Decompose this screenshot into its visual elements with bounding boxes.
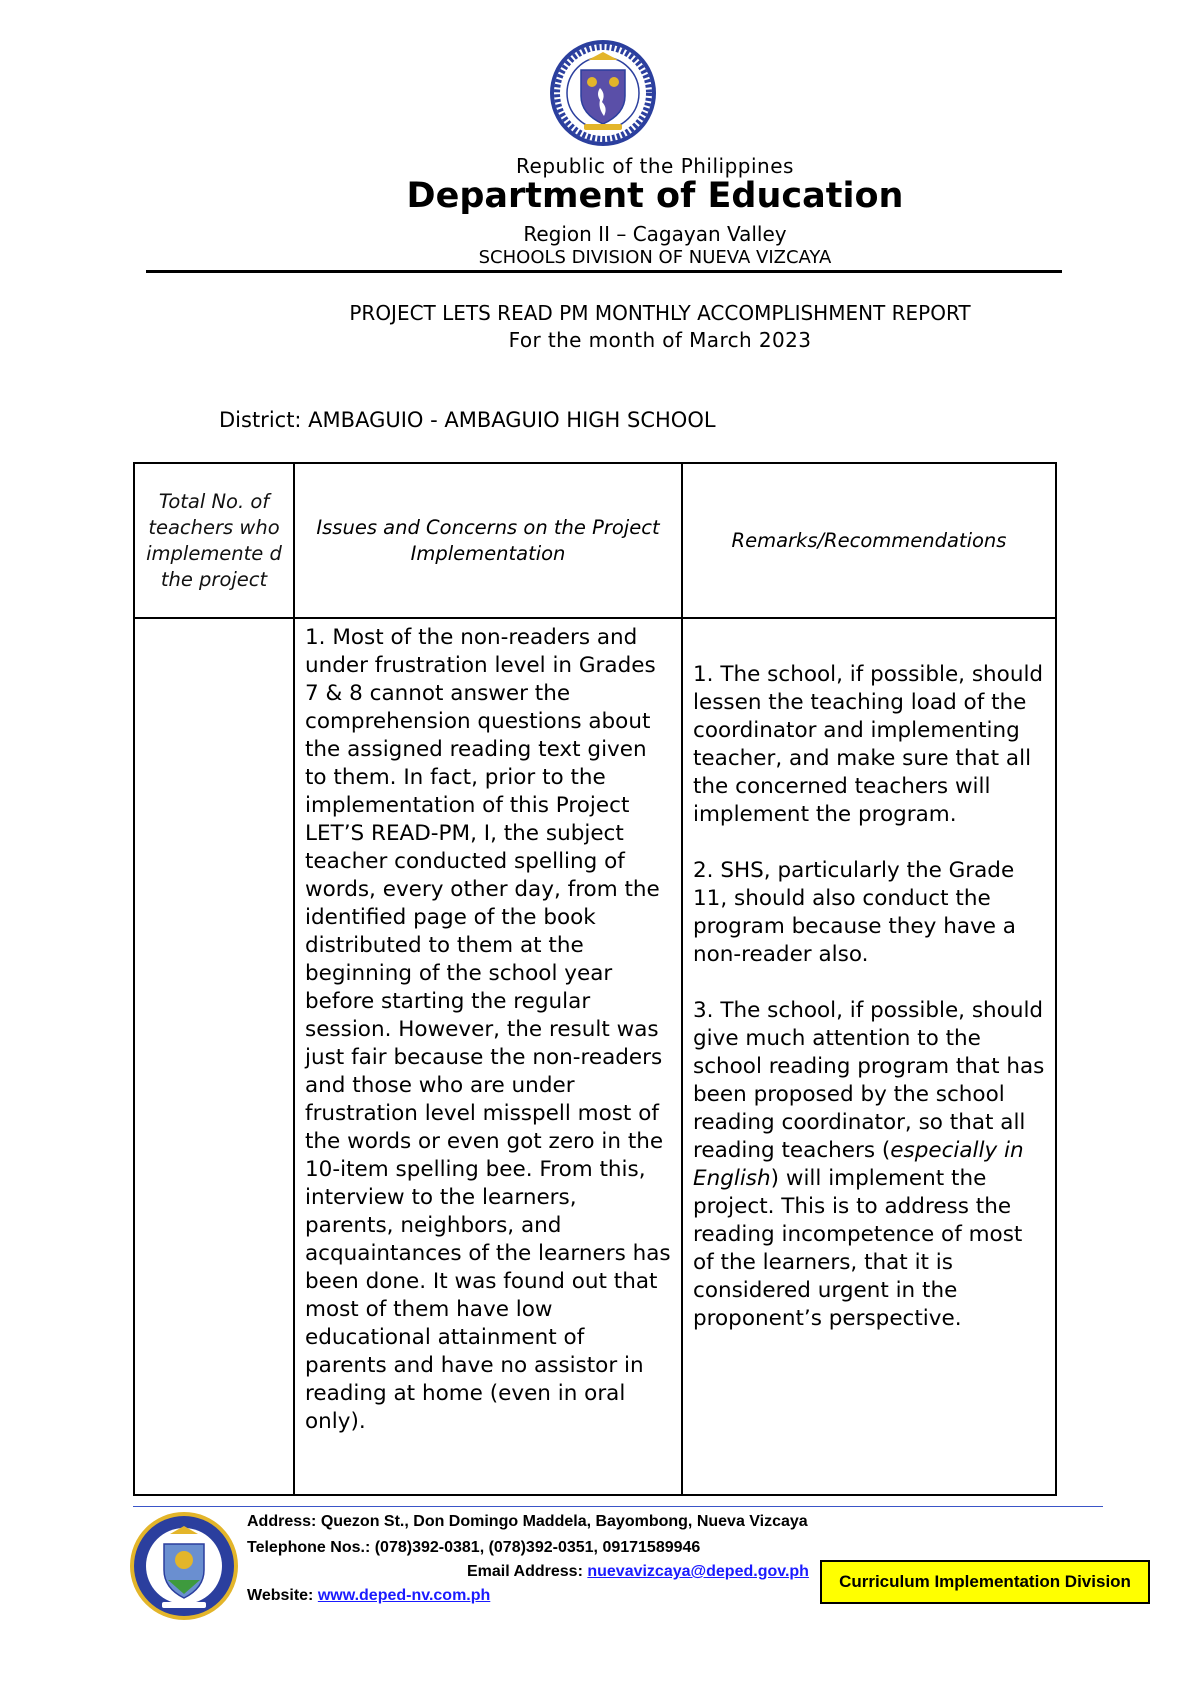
republic-label: Republic of the Philippines <box>516 154 794 178</box>
recommendation-3-start: 3. The school, if possible, should give much attention to the school reading program that has been proposed by the school reading coordinator, so that all reading teachers ( <box>693 998 1045 1163</box>
address-value: Quezon St., Don Domingo Maddela, Bayombong, Nueva Vizcaya <box>320 1513 808 1530</box>
website-label: Website: <box>247 1587 314 1604</box>
footer-website <box>247 1587 490 1605</box>
recommendation-2: 2. SHS, particularly the Grade 11, should also conduct the program because they have a non-reader also. <box>693 858 1016 967</box>
accomplishment-table <box>133 462 1057 1496</box>
department-title: Department of Education <box>406 176 904 216</box>
footer-email <box>467 1563 809 1581</box>
email-label: Email Address: <box>467 1563 583 1580</box>
table-header-row <box>134 463 1056 618</box>
address-label: Address: <box>247 1513 317 1530</box>
teachers-count-cell <box>134 618 294 1495</box>
telephone-value: (078)392-0381, (078)392-0351, 09171589946 <box>374 1539 701 1556</box>
header-issues: Issues and Concerns on the Project Implementation <box>294 463 682 618</box>
table-row <box>134 618 1056 1495</box>
website-link[interactable]: www.deped-nv.com.ph <box>317 1587 491 1604</box>
footer-telephone <box>247 1539 700 1557</box>
recommendations-cell <box>682 618 1056 1495</box>
recommendation-3-emphasis: especially in English <box>693 1138 1024 1191</box>
header-divider <box>146 270 1062 273</box>
telephone-label: Telephone Nos.: <box>247 1539 371 1556</box>
division-badge: Curriculum Implementation Division <box>820 1560 1150 1604</box>
division-label: SCHOOLS DIVISION OF NUEVA VIZCAYA <box>478 247 832 268</box>
report-month: For the month of March 2023 <box>508 328 812 352</box>
footer-divider <box>133 1506 1103 1507</box>
report-title: PROJECT LETS READ PM MONTHLY ACCOMPLISHMENT REPORT <box>349 301 971 325</box>
recommendation-3-end: ) will implement the project. This is to address the reading incompetence of most of the learners, that it is considered urgent in the proponent’s perspective. <box>693 1166 1023 1331</box>
recommendation-1: 1. The school, if possible, should lessen the teaching load of the coordinator and implementing teacher, and make sure that all the concerned teachers will implement the program. <box>693 662 1044 827</box>
header-teachers-count: Total No. of teachers who implemente d the project <box>134 463 294 618</box>
deped-seal-logo <box>548 38 658 148</box>
deped-footer-seal-logo <box>128 1510 240 1622</box>
region-label: Region II – Cagayan Valley <box>523 222 787 246</box>
email-link[interactable]: nuevavizcaya@deped.gov.ph <box>587 1563 809 1580</box>
recommendation-3 <box>693 997 1045 1333</box>
footer-address <box>247 1513 808 1531</box>
issues-cell: 1. Most of the non-readers and under frustration level in Grades 7 & 8 cannot answer the comprehension questions about the assigned reading text given to them. In fact, prior to the implementation of this Project LET’S READ-PM, I, the subject teacher conducted spelling of words, every other day, from the identified page of the book distributed to them at the beginning of the school year before starting the regular session. However, the result was just fair because the non-readers and those who are under frustration level misspell most of the words or even got zero in the 10-item spelling bee. From this, interview to the learners, parents, neighbors, and acquaintances of the learners has been done. It was found out that most of them have low educational attainment of parents and have no assistor in reading at home (even in oral only). <box>294 618 682 1495</box>
header-remarks: Remarks/Recommendations <box>682 463 1056 618</box>
district-label: District: AMBAGUIO - AMBAGUIO HIGH SCHOOL <box>219 408 716 432</box>
